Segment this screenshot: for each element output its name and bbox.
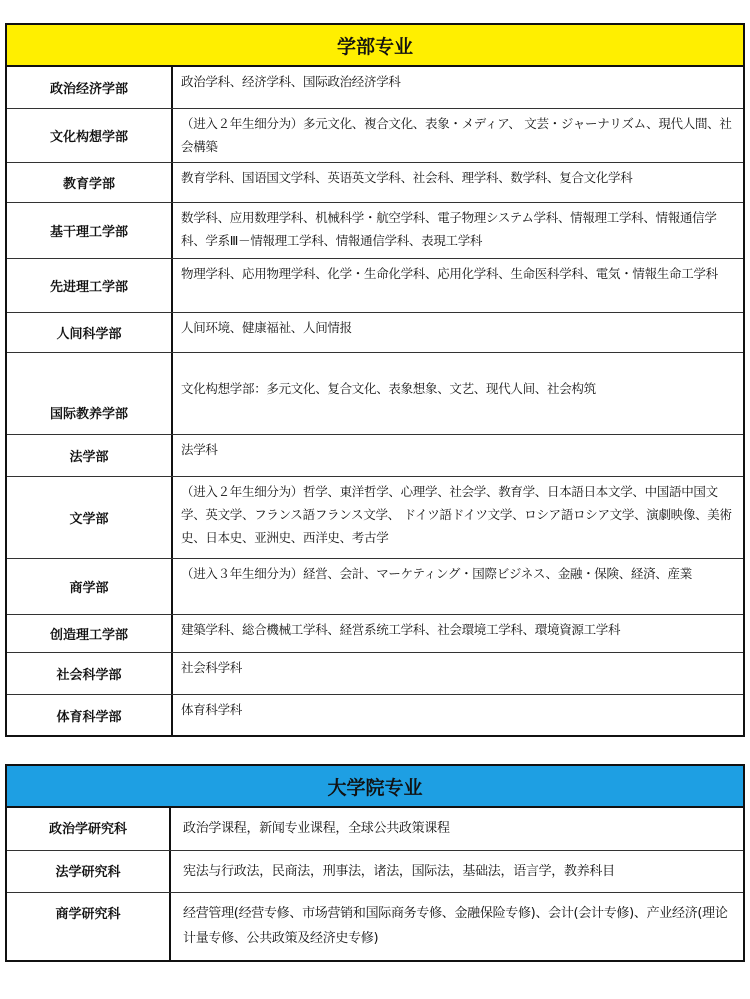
- majors-list: 数学科、应用数理学科、机械科学・航空学科、電子物理システム学科、情報理工学科、情報通信学科、学系Ⅲ－情報理工学科、情報通信学科、表現工学科: [181, 210, 717, 248]
- majors-list: 体育科学科: [181, 702, 243, 717]
- undergrad-majors-table: [5, 23, 745, 737]
- faculty-name: 社会科学部: [7, 653, 173, 694]
- table-row: [7, 434, 743, 476]
- faculty-name: 人间科学部: [7, 313, 173, 352]
- majors-list: 建築学科、総合機械工学科、経営系统工学科、社会環境工学科、環境資源工学科: [181, 622, 621, 637]
- majors-list: 政治学课程，新闻专业课程，全球公共政策课程: [183, 821, 450, 836]
- faculty-name: 体育科学部: [7, 695, 173, 735]
- table-row: [7, 808, 743, 850]
- faculty-name: 基干理工学部: [7, 203, 173, 258]
- table-row: [7, 312, 743, 352]
- table-row: [7, 614, 743, 652]
- majors-list: 政治学科、经济学科、国际政治经济学科: [181, 74, 401, 89]
- majors-list: 宪法与行政法，民商法，刑事法，诸法，国际法，基础法，语言学，教养科目: [183, 864, 615, 879]
- faculty-name: 文化构想学部: [7, 109, 173, 162]
- faculty-name: 国际教养学部: [7, 353, 173, 434]
- table-row: [7, 258, 743, 312]
- faculty-name: 教育学部: [7, 163, 173, 202]
- faculty-name: 商学部: [7, 559, 173, 614]
- table-row: [7, 476, 743, 558]
- faculty-name: 政治学研究科: [7, 808, 171, 850]
- majors-list: 社会科学科: [181, 660, 243, 675]
- majors-list: 文化构想学部：多元文化、复合文化、表象想象、文艺、现代人间、社会构筑: [181, 381, 596, 396]
- table-row: [7, 850, 743, 892]
- majors-list: （进入２年生细分为）多元文化、複合文化、表象・メディア、 文芸・ジャーナリズム、現代人間、社会構築: [181, 116, 732, 154]
- table-row: [7, 652, 743, 694]
- faculty-name: 文学部: [7, 477, 173, 558]
- graduate-table-title: 大学院专业: [7, 766, 743, 808]
- majors-list: （进入３年生细分为）経営、会計、マーケティング・国際ビジネス、金融・保険、経済、産業: [181, 566, 692, 581]
- table-row: [7, 694, 743, 735]
- faculty-name: 先进理工学部: [7, 259, 173, 312]
- table-row: [7, 558, 743, 614]
- majors-list: 法学科: [181, 442, 218, 457]
- majors-list: （进入２年生细分为）哲学、東洋哲学、心理学、社会学、教育学、日本語日本文学、中国語中国文学、英文学、フランス語フランス文学、 ドイツ語ドイツ文学、ロシア語ロシア文学、演劇映像、美術史、日本史、亚洲史、西洋史、考古学: [181, 484, 732, 545]
- faculty-name: 创造理工学部: [7, 615, 173, 652]
- undergrad-table-title: 学部专业: [7, 25, 743, 67]
- table-row: [7, 67, 743, 108]
- faculty-name: 政治经济学部: [7, 67, 173, 108]
- table-row: [7, 892, 743, 960]
- table-row: [7, 108, 743, 162]
- majors-list: 物理学科、応用物理学科、化学・生命化学科、応用化学科、生命医科学科、電気・情報生命工学科: [181, 266, 718, 281]
- majors-list: 教育学科、国语国文学科、英语英文学科、社会科、理学科、数学科、复合文化学科: [181, 170, 633, 185]
- table-row: [7, 162, 743, 202]
- majors-list: 人间环境、健康福祉、人间情报: [181, 320, 352, 335]
- table-row: [7, 202, 743, 258]
- table-row: [7, 352, 743, 434]
- majors-list: 经营管理(经营专修、市场营销和国际商务专修、金融保险专修)、会计(会计专修)、产业经济(理论计量专修、公共政策及经济史专修): [183, 906, 728, 946]
- faculty-name: 法学部: [7, 435, 173, 476]
- graduate-majors-table: [5, 764, 745, 962]
- faculty-name: 法学研究科: [7, 851, 171, 892]
- faculty-name: 商学研究科: [7, 893, 171, 960]
